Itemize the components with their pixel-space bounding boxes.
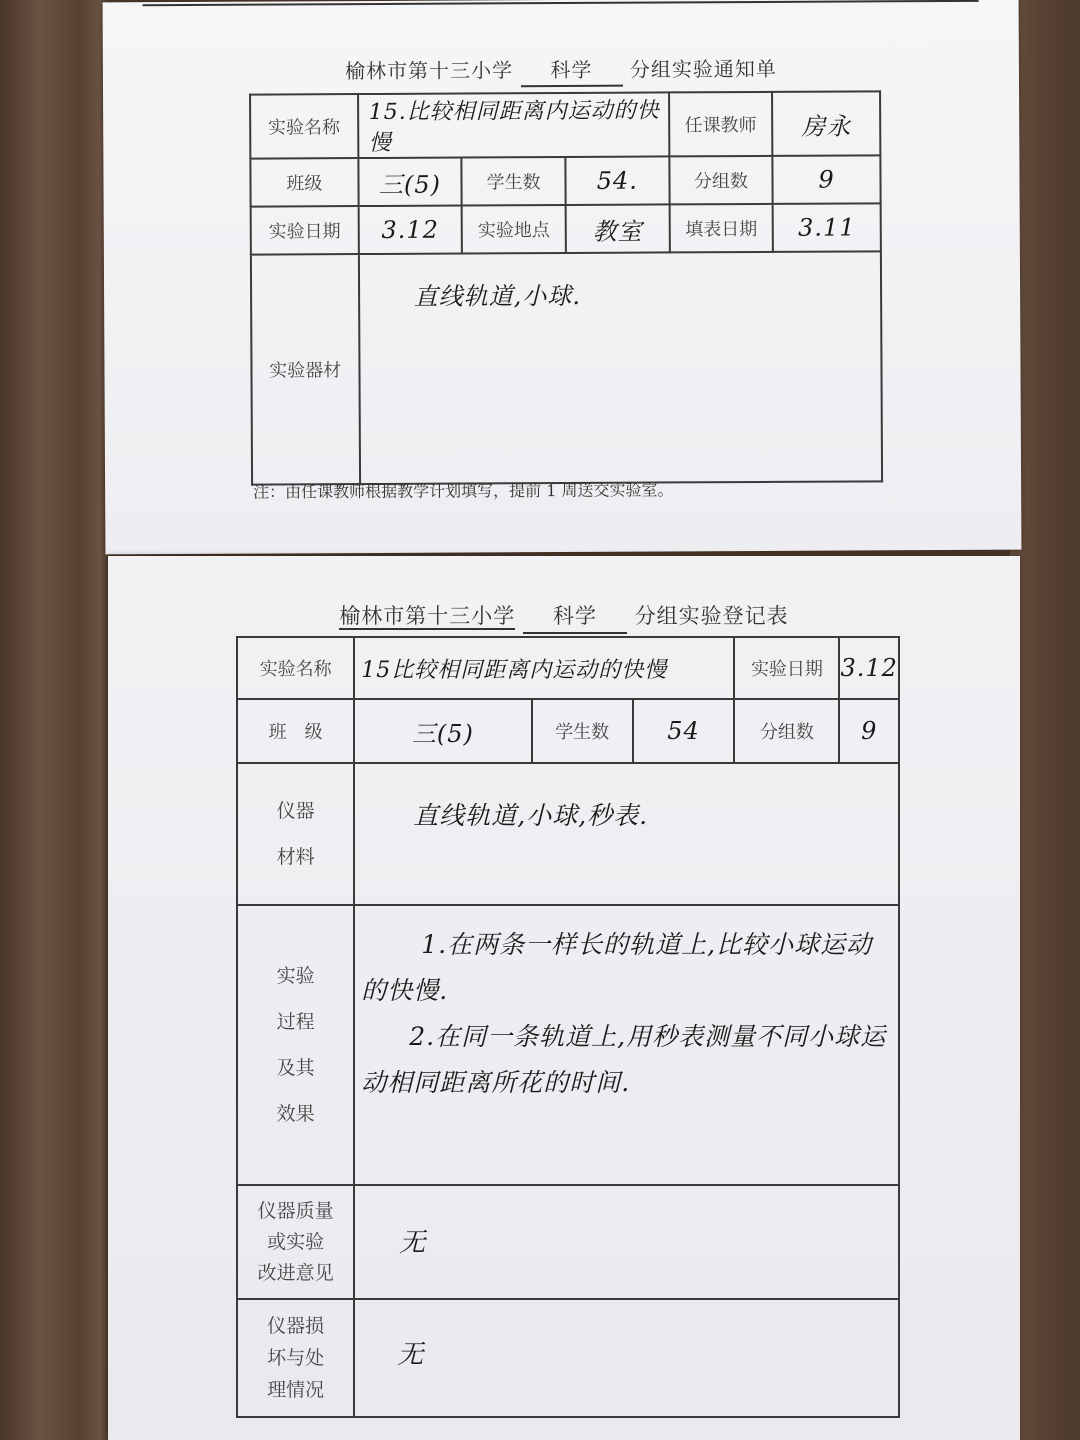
- notice-title: [103, 52, 1019, 90]
- notice-title-type: 分组实验通知单: [629, 56, 777, 82]
- notice-footnote: 注：由任课教师根据教学计划填写，提前 1 周送交实验室。: [253, 480, 674, 502]
- notice-label-students: 学生数: [462, 157, 566, 206]
- register-value-process-1: 1.在两条一样长的轨道上,比较小球运动的快慢.: [361, 930, 873, 1005]
- notice-value-teacher: 房永: [772, 91, 880, 156]
- notice-label-experiment-name: 实验名称: [250, 94, 358, 159]
- register-table: [236, 636, 900, 1418]
- register-label-quality-1: 仪器质量: [257, 1199, 334, 1222]
- notice-table: [249, 90, 883, 485]
- notice-label-location: 实验地点: [462, 205, 566, 254]
- register-label-class: 班 级: [237, 699, 354, 763]
- notice-title-subject: 科学: [520, 54, 622, 88]
- notice-title-school: 榆林市第十三小学: [345, 58, 514, 84]
- register-value-damage: 无: [397, 1340, 425, 1370]
- register-title-subject: 科学: [523, 600, 627, 634]
- register-value-groups: 9: [839, 699, 899, 763]
- register-row-damage: [237, 1299, 899, 1417]
- register-value-process-2: 2.在同一条轨道上,用秒表测量不同小球运动相同距离所花的时间.: [361, 1022, 887, 1097]
- register-sheet: [108, 556, 1020, 1440]
- notice-value-students: 54.: [565, 156, 669, 205]
- register-label-quality-2: 或实验: [267, 1230, 325, 1253]
- top-rule: [143, 0, 979, 6]
- register-process-cell: [354, 905, 899, 1185]
- register-quality-cell: [354, 1185, 899, 1299]
- register-label-quality: [237, 1185, 354, 1299]
- register-label-materials-2: 材料: [276, 846, 315, 868]
- notice-label-fill-date: 填表日期: [669, 204, 773, 253]
- wooden-table-edge: [1010, 0, 1080, 1440]
- register-label-process-1: 实验: [276, 965, 315, 987]
- notice-value-location: 教室: [566, 204, 670, 253]
- register-label-process-3: 及其: [276, 1057, 315, 1079]
- register-damage-cell: [354, 1299, 899, 1417]
- notice-value-class: 三(5): [358, 158, 462, 207]
- register-value-quality: 无: [399, 1228, 427, 1258]
- notice-value-experiment-name: 15.比较相同距离内运动的快慢: [358, 92, 669, 158]
- register-label-date: 实验日期: [734, 637, 839, 699]
- register-title: [108, 600, 1020, 634]
- notice-value-date: 3.12: [358, 206, 462, 255]
- register-label-experiment-name: 实验名称: [237, 637, 354, 699]
- notice-row-equipment: [251, 251, 882, 484]
- register-title-school: 榆林市第十三小学: [339, 604, 516, 628]
- notice-value-groups: 9: [773, 155, 881, 204]
- register-row-name: [237, 637, 899, 699]
- register-row-materials: [237, 763, 899, 905]
- notice-row-name: [250, 91, 880, 158]
- register-label-damage: [237, 1299, 354, 1417]
- register-label-process-4: 效果: [276, 1103, 315, 1125]
- register-value-students: 54: [633, 699, 735, 763]
- notice-row-date: [251, 203, 881, 254]
- register-value-experiment-name: 15比较相同距离内运动的快慢: [354, 637, 734, 699]
- register-label-materials-1: 仪器: [276, 800, 315, 822]
- register-row-process: [237, 905, 899, 1185]
- register-label-materials: [237, 763, 354, 905]
- notice-row-class: [250, 155, 880, 206]
- register-title-type: 分组实验登记表: [634, 604, 789, 628]
- register-label-damage-3: 理情况: [267, 1379, 325, 1401]
- notice-label-teacher: 任课教师: [669, 92, 773, 157]
- notice-label-class: 班级: [250, 158, 358, 207]
- notice-label-date: 实验日期: [251, 206, 359, 255]
- notice-value-fill-date: 3.11: [773, 203, 881, 252]
- register-row-class: [237, 699, 899, 763]
- register-label-damage-1: 仪器损: [267, 1315, 325, 1337]
- register-label-process-2: 过程: [276, 1011, 315, 1033]
- register-label-students: 学生数: [532, 699, 633, 763]
- notice-equipment-cell: [358, 251, 882, 484]
- register-label-damage-2: 坏与处: [267, 1347, 325, 1369]
- register-label-process: [237, 905, 354, 1185]
- register-label-quality-3: 改进意见: [257, 1261, 334, 1284]
- register-materials-cell: [354, 763, 899, 905]
- register-label-groups: 分组数: [734, 699, 839, 763]
- register-value-class: 三(5): [354, 699, 531, 763]
- notice-label-groups: 分组数: [669, 156, 773, 205]
- register-value-materials: 直线轨道,小球,秒表.: [413, 801, 649, 830]
- notice-sheet: [103, 0, 1022, 554]
- register-value-date: 3.12: [839, 637, 899, 699]
- register-row-quality: [237, 1185, 899, 1299]
- notice-value-equipment: 直线轨道,小球.: [413, 281, 582, 311]
- notice-label-equipment: 实验器材: [251, 254, 360, 485]
